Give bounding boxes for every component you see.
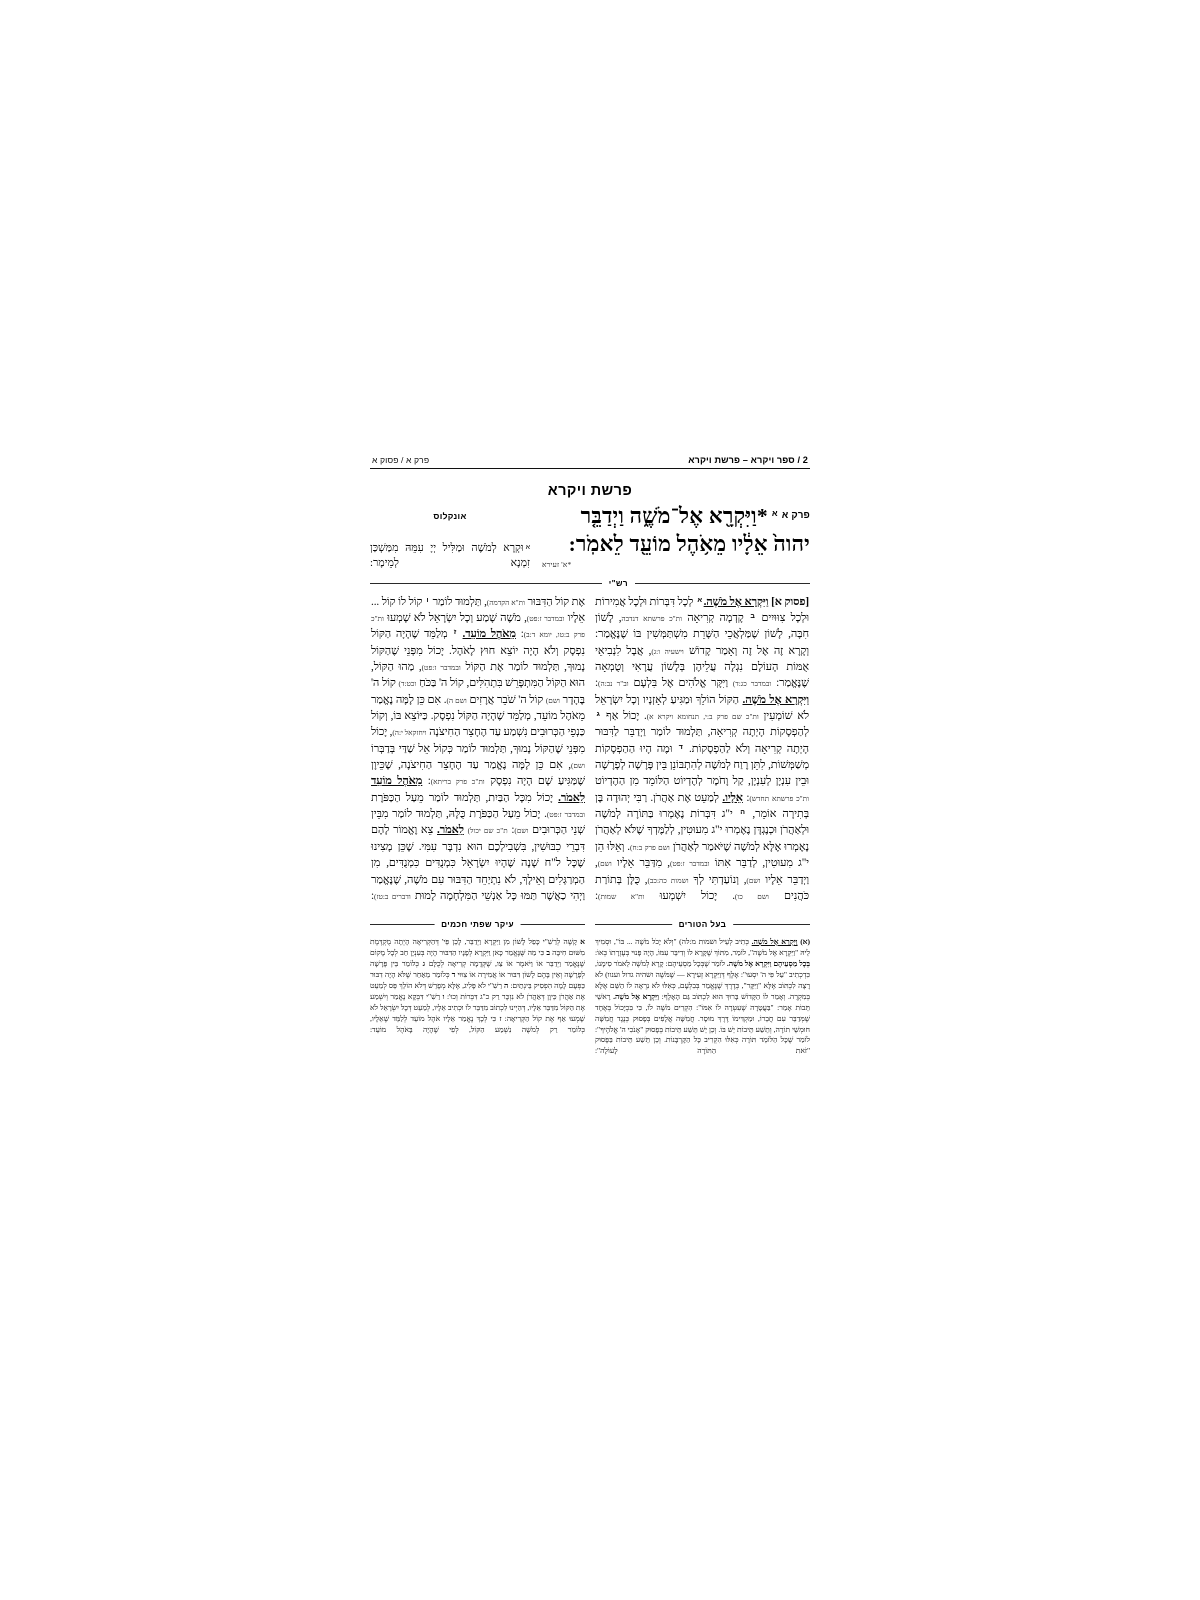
rashi-text-left: אֶת קוֹל הַדִּבּוּר ות"א הקדמה), תַּלְמוּד לוֹמַר $^ו$ קוֹל לוֹ קוֹל ... אֵלָיו ובמדבר ז:פט), מֹשֶׁה שָׁמַע וְכָל יִשְׂרָאֵל לֹא שָׁמְעוּ ות"כ פרק ב:טו, יומא ד:ב): מֵאֹהֶל מוֹעֵד. $^ז$ מְלַמֵּד שֶׁהָיָה הַקּוֹל נִפְסָק וְלֹא הָיָה יוֹצֵא חוּץ לָאֹהֶל. יָכוֹל מִפְּנֵי שֶׁהַקּוֹל נָמוּךְ, תַּלְמוּד לוֹמַר אֶת הַקּוֹל ובמדבר ז:פט), מַהוּ הַקּוֹל, הוּא הַקּוֹל הַמִּתְפָּרֵשׁ בִּתְהִלִּים, קוֹל ה' בַּכֹּחַ וכט:ד) קוֹל ה' בֶּהָדָר ושם) קוֹל ה' שֹׁבֵר אֲרָזִים ושם ה). אִם כֵּן לָמָּה נֶאֱמַר מֵאֹהֶל מוֹעֵד, מְלַמֵּד שֶׁהָיָה הַקּוֹל נִפְסָק. כַּיּוֹצֵא בּוֹ, וְקוֹל כַּנְפֵי הַכְּרוּבִים נִשְׁמַע עַד הֶחָצֵר הַחִיצֹנָה ויחזקאל י:ה), יָכוֹל מִפְּנֵי שֶׁהַקּוֹל נָמוּךְ, תַּלְמוּד לוֹמַר כְּקוֹל אֵל שַׁדַּי בְּדַבְּרוֹ ושם), אִם כֵּן לָמָּה נֶאֱמַר עַד הֶחָצֵר הַחִיצֹנָה, שֶׁכֵּיוָן שֶׁמַּגִּיעַ שָׁם הָיָה נִפְסָק ות"כ פרק בריתא): מֵאֹהֶל מוֹעֵד לֵאמֹר. יָכוֹל מִכָּל הַבַּיִת, תַּלְמוּד לוֹמַר מֵעַל הַכַּפֹּרֶת ובמדבר ז:פט). יָכוֹל מֵעַל הַכַּפֹּרֶת כֻּלָּהּ, תַּלְמוּד לוֹמַר מִבֵּין שְׁנֵי הַכְּרוּבִים ושם): ת"כ שם יכול) לֵאמֹר. צֵא וֶאֱמוֹר לָהֶם דִּבְרֵי כִבּוּשִׁין, בִּשְׁבִילְכֶם הוּא נִדְבָּר עִמִּי. שֶׁכֵּן מָצִינוּ שֶׁכָּל ל"ח שָׁנָה שֶׁהָיוּ יִשְׂרָאֵל כִּמְנֻדִּים כִּמְנֻדִּים, מִן הַמְרַגְּלִים וְאֵילָךְ, לֹא נִתְיַחֵד הַדִּבּוּר עִם מֹשֶׁה, שֶׁנֶּאֱמַר וַיְהִי כַאֲשֶׁר תַּמּוּ כָּל אַנְשֵׁי הַמִּלְחָמָה לָמוּת ודברים ב:טז): (371, 595, 585, 902)
targum-verse-number: א (525, 544, 530, 551)
parsha-title: פרשת ויקרא (547, 483, 633, 499)
sifsei-chachamim-rule (370, 919, 585, 930)
torah-verse-line-2: יהוה֙ אֵלָ֔יו מֵאֹ֥הֶל מוֹעֵ֖ד לֵאמֹֽר: (568, 531, 810, 556)
baal-haturim-column (595, 937, 810, 1057)
baal-haturim-rule-wrap (595, 913, 810, 935)
printed-page (370, 455, 810, 1125)
bottom-commentary-rules (370, 913, 810, 935)
rashi-column-right (595, 594, 810, 905)
sifsei-chachamim-caption: עיקר שפתי חכמים (434, 919, 521, 930)
running-head-right: 2 / ספר ויקרא – פרשת ויקרא (688, 455, 808, 465)
baal-haturim-rule (595, 919, 810, 930)
rashi-columns (370, 594, 810, 905)
baal-haturim-caption: בעל הטורים (672, 919, 734, 930)
targum-onkelos-text (370, 541, 530, 572)
running-head (370, 455, 810, 469)
verse-and-targum-row (370, 503, 810, 572)
rashi-text-right: [פסוק א] וַיִּקְרָא אֶל מֹשֶׁה.$^א$ לְכָל דִּבְּרוֹת וּלְכָל אֲמִירוֹת וּלְכָל צִוּוּיִים $^ב$ קָדְמָה קְרִיאָה ות"כ פרשתא דנדבה, לָשׁוֹן חִבָּה, לָשׁוֹן שֶׁמַּלְאֲכֵי הַשָּׁרֵת מִשְׁתַּמְּשִׁין בּוֹ שֶׁנֶּאֱמַר: וְקָרָא זֶה אֶל זֶה וְאָמַר קָדוֹשׁ וישעיה ו:ג), אֲבָל לִנְבִיאֵי אֻמּוֹת הָעוֹלָם נִגְלָה עֲלֵיהֶן בְּלָשׁוֹן עֲרָאִי וְטֻמְאָה שֶׁנֶּאֱמַר: ובמדבר כג:ד) וַיִּקָּר אֱלֹהִים אֶל בִּלְעָם וב"ר נב:ה): וַיִּקְרָא אֶל מֹשֶׁה. הַקּוֹל הוֹלֵךְ וּמַגִּיעַ לְאָזְנָיו וְכָל יִשְׂרָאֵל לֹא שׁוֹמְעִין ות"כ שם פרק ב:י, תנחומא ויקרא א). יָכוֹל אַף $^ג$ לְהַפְסָקוֹת הָיְתָה קְרִיאָה, תַּלְמוּד לוֹמַר וַיְדַבֵּר לַדִּבּוּר הָיְתָה קְרִיאָה וְלֹא לַהַפְסָקוֹת. $^ד$ וּמֶה הָיוּ הַהַפְסָקוֹת מְשַׁמְּשׁוֹת, לִתֵּן רֶוַח לְמֹשֶׁה לְהִתְבּוֹנֵן בֵּין פָּרָשָׁה לְפָרָשָׁה וּבֵין עִנְיָן לְעִנְיָן, קַל וָחֹמֶר לְהֶדְיוֹט הַלּוֹמֵד מִן הַהֶדְיוֹט ות"כ פרשתא תחדש): אֵלָיו. לְמַעֵט אֶת אַהֲרֹן. רַבִּי יְהוּדָה בֶּן בְּתִירָה אוֹמֵר, $^ה$ י"ג דִּבְּרוֹת נֶאֶמְרוּ בַּתּוֹרָה לְמֹשֶׁה וּלְאַהֲרֹן וּכְנֶגְדָּן נֶאֶמְרוּ י"ג מִעוּטִין, לְלַמֶּדְךָ שֶׁלֹּא לְאַהֲרֹן נֶאֶמְרוּ אֶלָּא לְמֹשֶׁה שֶׁיֹּאמַר לְאַהֲרֹן ושם פרק ב:ח). וְאֵלּוּ הֵן י"ג מִעוּטִין, לְדַבֵּר אִתּוֹ ובמדבר ז:פט), מִדַּבֵּר אֵלָיו ושם), וַיְדַבֵּר אֵלָיו ושם), וְנוֹעַדְתִּי לְךָ ושמות כה:כב), כֻּלָּן בְּתוֹרַת כֹּהֲנִים ושם כו). יָכוֹל יִשְׁמְעוּ ות"א שמות): (595, 595, 810, 902)
sifsei-chachamim-rule-wrap (370, 913, 585, 935)
sifsei-chachamim-text: א קָשֶׁה לְרַשִׁ"י כָּפַל לָשׁוֹן מִן וַיִּקְרָא וַיְדַבֵּר, לָכֵן פֵּי' דְּהַקְּרִיאָה הָיְתָה מֻקְדֶּמֶת מִשּׁוּם חִיבָּה ב כִּי מַה שֶּׁנֶּאֱמַר כָּאן וַיִּקְרָא לְפָנָיו הַדִּבּוּר הָיָה בְּעִנְיָן חַב לְכָל מָקוֹם שֶׁנֶּאֱמַר וַיְדַבֵּר אוֹ וַיֹּאמֶר אוֹ צַו, שֶׁקְּדָמָה קְרִיאָה לְכֻלָּם ג כְּלוֹמַר בֵּין פָּרָשָׁה לְפָרָשָׁה וְאֵין בָּהֶם לָשׁוֹן דִּבּוּר אוֹ אֲמִירָה אוֹ צִוּוּי ד כְּלוֹמַר מֵאַחַר שֶׁלֹּא הָיָה דִבּוּר כַּפְּעָם לָמָה הִפְסִיק בֵּינְתַיִם: ה רַשִׁ"י לֹא פָּלִיג, אֶלָּא מְפָרֵשׁ דְּלֹא הוֹלֵךְ פֵּס לְמַעֵט אֶת אַהֲרֹן כֵּיוָן דְּאַהֲרֹן לֹא נִזְכָּר רַק כ"ג דִּבְּרוֹת וְכוּ': ו רַשִׁ"י דִּבְּקָא נֶאֱמַר וְיִשְׁמַע אֶת הַקּוֹל מִדַּבֵּר אֵלָיו, דְּהַיְינוּ לִכְתוֹב מִדַּבֵּר לוֹ וּכְתִיב אֵלָיו, לְמַעֵט דְּכָל יִשְׂרָאֵל לֹא שָׁמְעוּ אַף אֶת קוֹל הַקְּרִיאָה: ז כִּי לְכָךְ נֶאֱמַר אֵלָיו אֹהֶל מוֹעֵד לְלַמֵּד שֶׁאֵלָיו, כְּלוֹמַר רַק לְמֹשֶׁה נִשְׁמַע הַקּוֹל, לְפִי שֶׁהָיָה בָּאֹהֶל מוֹעֵד: (370, 937, 586, 1034)
targum-onkelos-column (370, 503, 534, 572)
masoretic-note: *א' זעירא (542, 559, 572, 569)
chapter-label: פרק א (781, 510, 810, 521)
running-head-left: פרק א / פסוק א (372, 455, 430, 465)
bottom-commentary-bodies (370, 937, 810, 1057)
rashi-column-left (370, 594, 585, 905)
rashi-caption: רש"י (602, 578, 635, 589)
verse-number: א (771, 508, 778, 518)
sifsei-chachamim-column (370, 937, 585, 1057)
targum-onkelos-body: וּקְרָא לְמֹשֶׁה וּמַלִּיל יְיָ עִמֵּהּ מִמַּשְׁכַּן זִמְנָא לְמֵימָר: (370, 542, 530, 570)
torah-verse-line-1 (540, 503, 810, 531)
baal-haturim-text: (א) וַיִּקְרָא אֶל מֹשֶׁה. כְּתִיב לְעֵיל ושמות מ:לה) "וְלֹא יָכֹל מֹשֶׁה ... בּוֹ", וּסְמִיךְ לֵיהּ "וַיִּקְרָא אֶל מֹשֶׁה", לוֹמַר, מִתּוֹךְ שֶׁקָּרָא לוֹ וְדִיבֵּר עִמּוֹ, הָיָה פָּנוּי בְּעֶזְרָתוֹ כְּאוֹ: בְּכָל מַסְעֵיהֶם וַיִּקְרָא אֶל מֹשֶׁה. לוֹמַר שֶׁבְּכָל מַסְעֵיהֶם: קָרָא לְמֹשֶׁה לֵאמֹר סִימָנוֹ, כִּדְכְתִיב "עַל פִּי ה' יִסְעוּ": אָלֶף דְּוַיִּקְרָא זְעִירָא — שֶׁמֹּשֶׁה ושהיה גדול וענוו) לֹא רָצָה לִכְתּוֹב אֶלָּא "וַיִּקָּר", כְּדֶרֶךְ שֶׁנֶּאֱמַר בְּבִלְעָם, כְּאִלּוּ לֹא נִרְאָה לוֹ הַשֵּׁם אֶלָּא בְּמִקְרֶה. וְאָמַר לוֹ הַקָּדוֹשׁ בָּרוּךְ הוּא לִכְתּוֹב גַּם הָאָלֶף: וַיִּקְרָא אֶל מֹשֶׁה. רָאשֵׁי תֵּבוֹת אָמַר: "בַּעֲטָרָה שֶׁעִטְּרָה לוֹ אִמּוֹ": הִקְרִים מֹשֶׁה לוֹ, כִּי בִּכְיָכוֹל בְּאֶחָד שֶׁמְּדַבֵּר עִם חֲבֵרוֹ, וּמַקְדִּימוֹ דֶּרֶךְ מוּסָר. חֲמִשָּׁה אֲלָפִים בְּפָסוּק כְּנֶגֶד חֲמִשָּׁה חוּמְשֵׁי תוֹרָה, וְתֵשַׁע תֵּיבוֹת יֵשׁ בּוֹ. וְכֵן יֵשׁ תֵּשַׁע תֵּיבוֹת בְּפָסוּק "אָנֹכִי ה' אֱלֹהֶיךָ": לוֹמַר שֶׁכָּל הַלּוֹמֵד תּוֹרָה כְּאִלּוּ הִקְרִיב כָּל הַקָּרְבָּנוֹת. וְכֵן תֵּשַׁע תֵּיבוֹת בַּפָּסוּק "זֹאת הַתּוֹרָה לָעוֹלָה": (595, 937, 811, 1056)
targum-onkelos-heading: אונקלוס (433, 511, 467, 521)
torah-verse-text-1: *וַיִּקְרָ֖א אֶל־מֹשֶׁ֑ה וַיְדַבֵּ֤ר (580, 504, 768, 528)
torah-verse-column (534, 503, 810, 572)
rashi-section-rule (370, 578, 810, 589)
